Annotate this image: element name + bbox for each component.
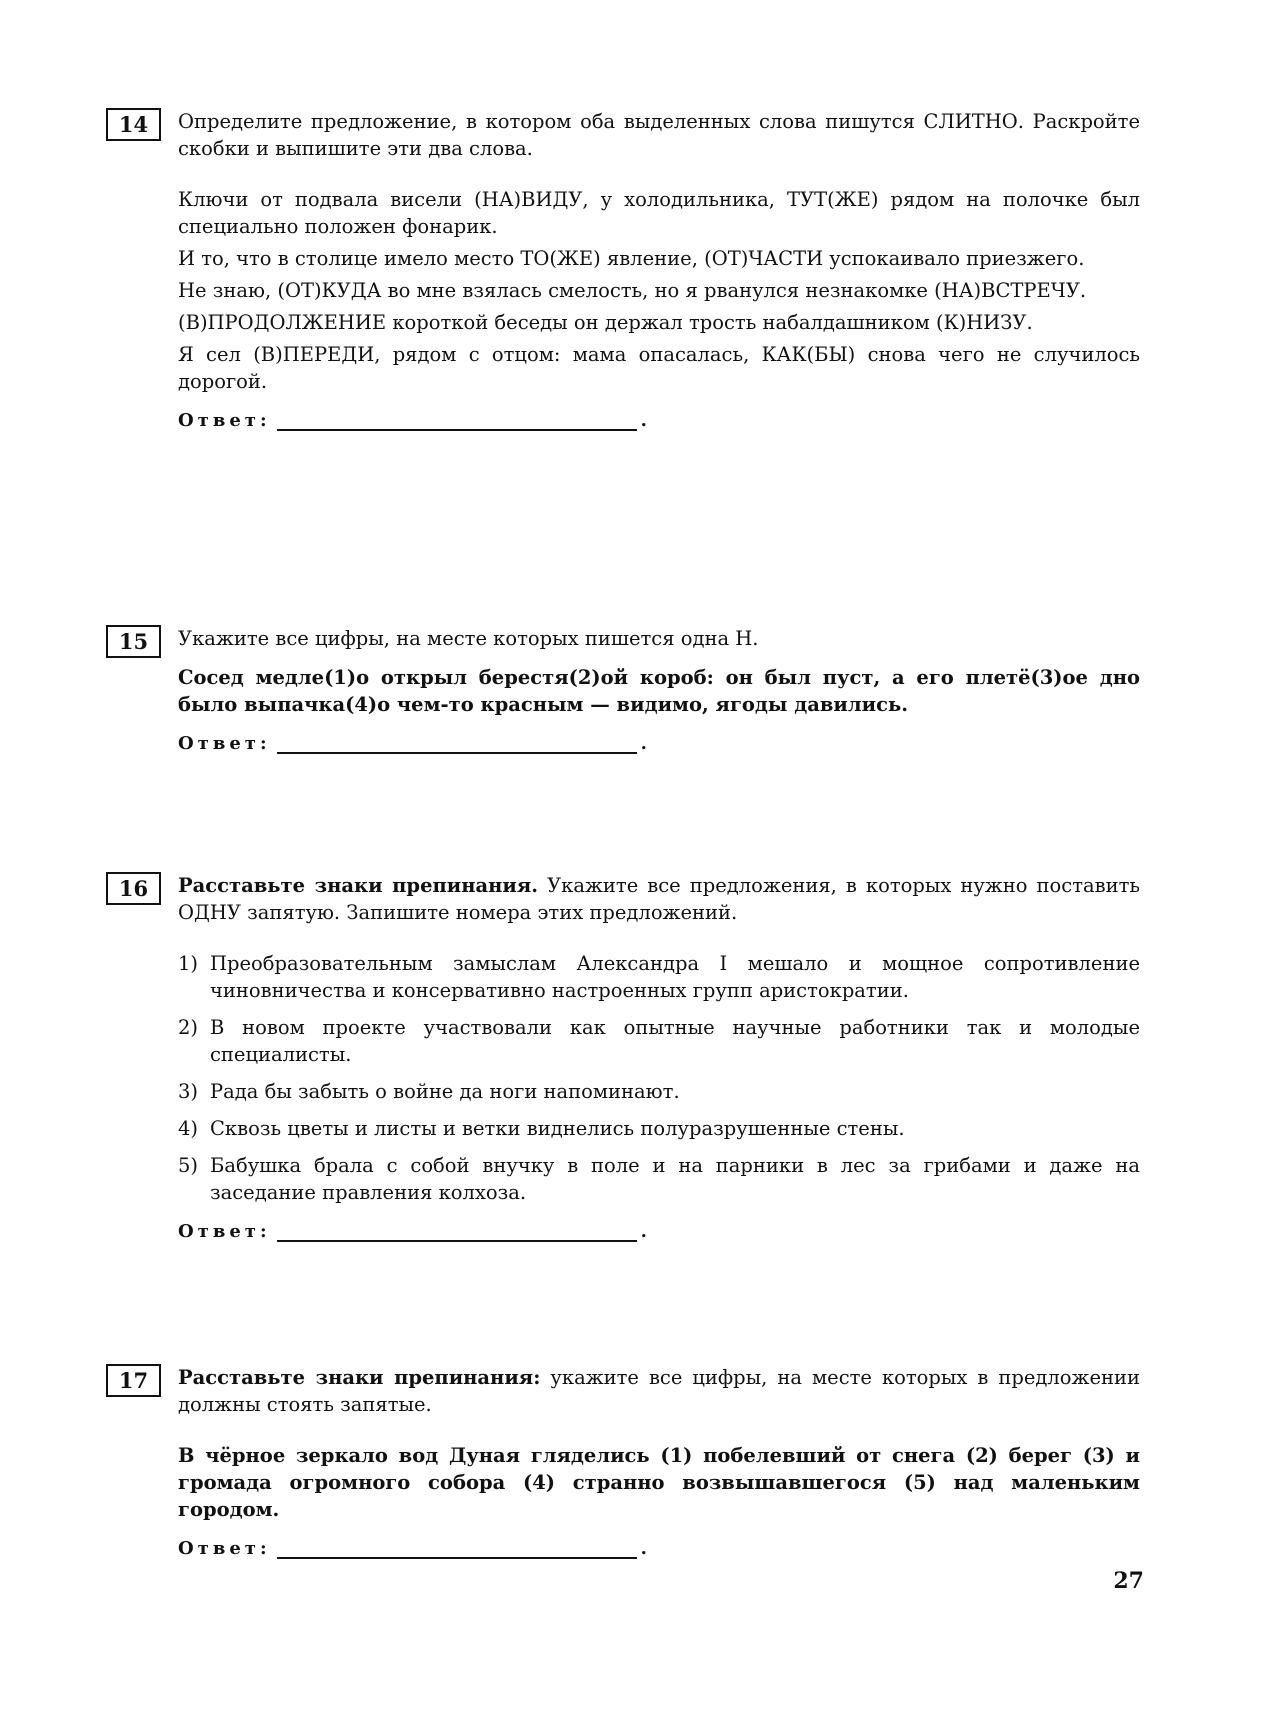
answer-row: Ответ: . [178,1535,1140,1559]
task-16 [106,872,1140,1242]
list-item: 4) Сквозь цветы и листы и ветки виднелись полуразрушенные стены. [178,1117,905,1140]
sentence: Ключи от подвала висели (НА)ВИДУ, у холодильника, ТУТ(ЖЕ) рядом на полочке был специально положен фонарик. [178,188,1140,238]
task-number: 15 [106,625,161,658]
answer-row: Ответ: . [178,1218,1140,1242]
sentence: Не знаю, (ОТ)КУДА во мне взялась смелость, но я рванулся незнакомке (НА)ВСТРЕЧУ. [178,279,1087,302]
task-instruction: Расставьте знаки препинания: укажите все цифры, на месте которых в предложении должны стоять запятые. [178,1366,1140,1416]
task-15 [106,625,1140,754]
list-item: 2) В новом проекте участвовали как опытные научные работники так и молодые специалисты. [178,1016,1140,1066]
answer-row: Ответ: . [178,407,1140,431]
answer-row: Ответ: . [178,730,1140,754]
answer-label: Ответ: [178,733,271,754]
task-instruction: Укажите все цифры, на месте которых пишется одна Н. [178,627,759,650]
answer-label: Ответ: [178,410,271,431]
task-number: 14 [106,108,161,141]
page-number: 27 [1113,1568,1144,1594]
task-text: В чёрное зеркало вод Дуная гляделись (1) побелевший от снега (2) берег (3) и громада огромного собора (4) странно возвышавшегося (5) над маленьким городом. [178,1444,1140,1521]
sentence-list [178,950,1140,1206]
list-item: 1) Преобразовательным замыслам Александра I мешало и мощное сопротивление чиновничества и консервативно настроенных групп аристократии. [178,952,1140,1002]
task-17 [106,1364,1140,1559]
task-number: 17 [106,1364,161,1397]
task-text: Сосед медле(1)о открыл берестя(2)ой короб: он был пуст, а его плетё(3)ое дно было выпачка(4)о чем-то красным — видимо, ягоды давились. [178,666,1140,716]
answer-field[interactable] [277,1218,637,1242]
task-instruction: Расставьте знаки препинания. Укажите все предложения, в которых нужно поставить ОДНУ запятую. Запишите номера этих предложений. [178,874,1141,924]
sentence: (В)ПРОДОЛЖЕНИЕ короткой беседы он держал трость набалдашником (К)НИЗУ. [178,311,1033,334]
task-14 [106,108,1140,431]
task-number: 16 [106,872,161,905]
list-item: 5) Бабушка брала с собой внучку в поле и на парники в лес за грибами и даже на заседание правления колхоза. [178,1154,1140,1204]
sentence: И то, что в столице имело место ТО(ЖЕ) явление, (ОТ)ЧАСТИ успокаивало приезжего. [178,247,1085,270]
answer-label: Ответ: [178,1221,271,1242]
answer-field[interactable] [277,730,637,754]
sentence: Я сел (В)ПЕРЕДИ, рядом с отцом: мама опасалась, КАК(БЫ) снова чего не случилось дорогой. [178,343,1140,393]
answer-field[interactable] [277,1535,637,1559]
answer-label: Ответ: [178,1538,271,1559]
answer-field[interactable] [277,407,637,431]
list-item: 3) Рада бы забыть о войне да ноги напоминают. [178,1080,680,1103]
task-instruction: Определите предложение, в котором оба выделенных слова пишутся СЛИТНО. Раскройте скобки и выпишите эти два слова. [178,110,1140,160]
